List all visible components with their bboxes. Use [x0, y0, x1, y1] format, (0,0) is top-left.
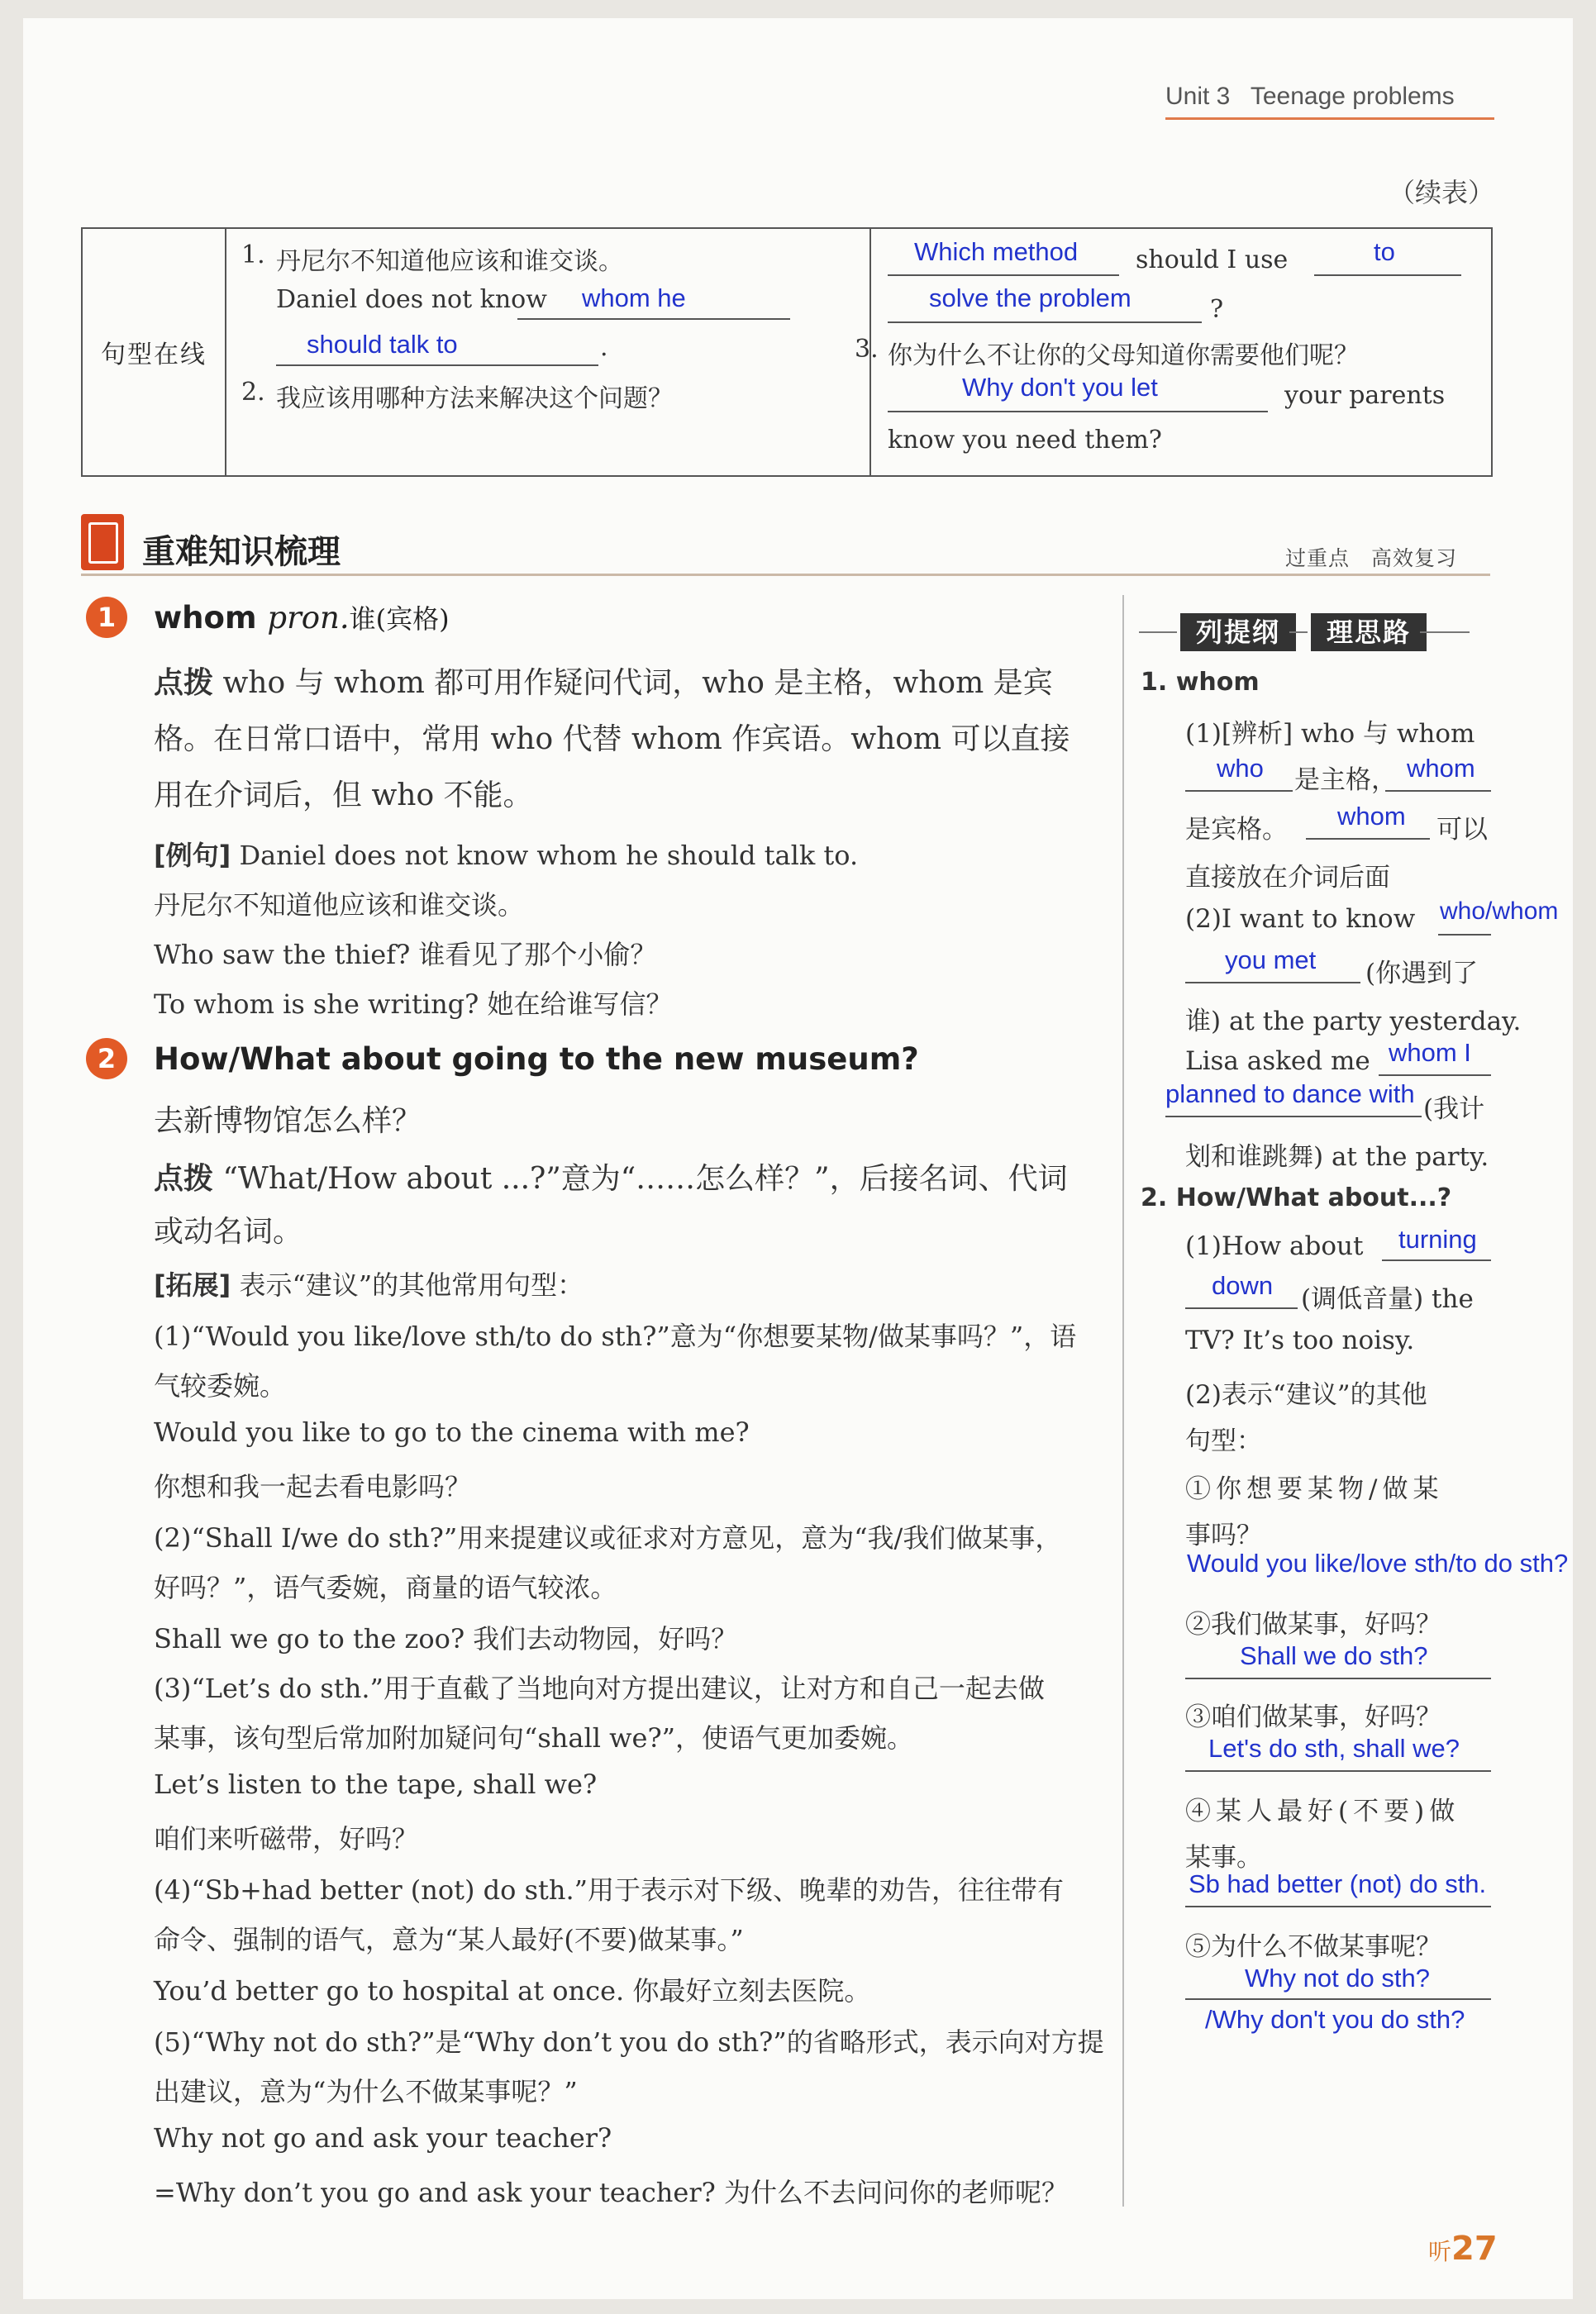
sidebar-heading-char: 理 — [1326, 617, 1355, 648]
sidebar-option1: ①你想要某物/做某 — [1185, 1474, 1444, 1504]
pattern3-line1: (3)“Let’s do sth.”用于直截了当地向对方提出建议，让对方和自己一起去做 — [154, 1673, 1045, 1704]
sidebar-blank — [1379, 1074, 1491, 1076]
sidebar-option4b: 某事。 — [1185, 1843, 1262, 1873]
sidebar-item1-a: (1)[辨析] who 与 whom — [1185, 719, 1475, 749]
pattern3-line2: 某事，该句型后常加附加疑问句“shall we?”，使语气更加委婉。 — [154, 1722, 913, 1754]
sidebar-item2-e: 句型： — [1185, 1426, 1262, 1456]
sidebar-answer-whom-i: whom I — [1389, 1038, 1471, 1067]
pattern5-line2: 出建议，意为“为什么不做某事呢？” — [154, 2076, 578, 2107]
sidebar-answer-whom2: whom — [1337, 802, 1406, 831]
sidebar-answer-who: who — [1217, 754, 1264, 783]
sidebar-answer-planned: planned to dance with — [1165, 1079, 1415, 1108]
sidebar-answer-option5b: /Why don't you do sth? — [1205, 2005, 1465, 2034]
pattern4-line1: (4)“Sb+had better (not) do sth.”用于表示对下级、晚辈的劝告，往往带有 — [154, 1874, 1065, 1906]
sidebar-blank — [1165, 1116, 1422, 1117]
sidebar-blank — [1185, 790, 1293, 792]
item3-end: know you need them? — [888, 426, 1162, 455]
item1-blank2 — [276, 364, 598, 366]
section-title: 重难知识梳理 — [142, 533, 341, 571]
sidebar-heading-part2 — [1311, 613, 1427, 651]
sidebar-blank — [1382, 1259, 1491, 1261]
point1-tip-line2: 格。在日常口语中，常用 who 代替 whom 作宾语。whom 可以直接 — [154, 722, 1070, 756]
item3-num: 3. — [855, 335, 879, 364]
page-number-label: 听 — [1428, 2238, 1452, 2265]
pattern1-example-cn: 你想和我一起去看电影吗？ — [154, 1471, 472, 1502]
sidebar-divider — [1122, 595, 1124, 2207]
unit-header — [1165, 83, 1455, 111]
point1-word: whom — [154, 600, 257, 636]
item1-answer2: should talk to — [307, 330, 458, 359]
item3-chinese: 你为什么不让你的父母知道你需要他们呢？ — [888, 341, 1359, 370]
point1-number-badge: 1 — [86, 597, 127, 638]
sidebar-heading-part1 — [1180, 613, 1296, 651]
point2-tip-line1 — [154, 1155, 1068, 1197]
sidebar-answer-option4: Sb had better (not) do sth. — [1189, 1869, 1487, 1898]
section-icon — [81, 514, 124, 570]
point1-tip-line1 — [154, 659, 1053, 702]
sidebar-blank — [1185, 982, 1360, 983]
sidebar-heading-char: 路 — [1383, 617, 1412, 648]
header-underline — [1165, 117, 1494, 120]
sidebar-item1-title: 1. whom — [1141, 668, 1260, 697]
sidebar-item1-f: (2)I want to know — [1185, 904, 1416, 934]
sidebar-item2-b: (调低音量) the — [1301, 1284, 1474, 1314]
sidebar-option4: ④某人最好(不要)做 — [1185, 1797, 1460, 1826]
pattern4-example: You’d better go to hospital at once. 你最好立刻去医院。 — [154, 1975, 871, 2007]
sidebar-heading-char: 列 — [1195, 617, 1224, 648]
sidebar-option1b: 事吗？ — [1185, 1521, 1262, 1550]
point2-tip-text1: “What/How about ...?”意为“……怎么样？”，后接名词、代词 — [222, 1162, 1068, 1196]
section-rule — [81, 574, 1490, 576]
item1-end: . — [600, 333, 608, 362]
item3-middle: your parents — [1284, 381, 1446, 410]
sidebar-item1-g: (你遇到了 — [1365, 959, 1479, 988]
point2-tip-line2: 或动名词。 — [154, 1215, 303, 1249]
point1-example3: To whom is she writing? 她在给谁写信？ — [154, 988, 673, 1020]
pattern2-line2: 好吗？”，语气委婉，商量的语气较浓。 — [154, 1572, 617, 1603]
sidebar-heading-char: 思 — [1354, 617, 1383, 648]
sidebar-heading-rule-right — [1420, 631, 1470, 633]
sidebar-blank — [1185, 1998, 1491, 2000]
sidebar-item1-j: (我计 — [1423, 1094, 1485, 1124]
sidebar-item1-c: 是宾格。 — [1185, 815, 1288, 845]
item1-english: Daniel does not know — [276, 285, 547, 314]
sidebar-blank — [1185, 1770, 1491, 1772]
item2-answer3: solve the problem — [929, 283, 1131, 312]
sidebar-item2-c: TV? It’s too noisy. — [1185, 1326, 1415, 1355]
point1-example-label: [例句] — [154, 840, 231, 871]
item1-chinese: 丹尼尔不知道他应该和谁交谈。 — [276, 247, 623, 276]
sidebar-answer-whom: whom — [1407, 754, 1475, 783]
unit-title: Teenage problems — [1250, 83, 1455, 110]
pattern4-line2: 命令、强制的语气，意为“某人最好(不要)做某事。” — [154, 1924, 744, 1955]
point2-extension — [154, 1264, 584, 1302]
point2-chinese: 去新博物馆怎么样？ — [154, 1104, 422, 1138]
item2-chinese: 我应该用哪种方法来解决这个问题？ — [276, 384, 673, 413]
pattern3-example-cn: 咱们来听磁带，好吗？ — [154, 1823, 419, 1855]
point2-heading: How/What about going to the new museum? — [154, 1041, 919, 1077]
point2-number-badge: 2 — [86, 1038, 127, 1079]
page-number-value: 27 — [1451, 2230, 1498, 2268]
page-number — [1428, 2230, 1498, 2268]
point1-example1-text: Daniel does not know whom he should talk to. — [239, 840, 859, 871]
sidebar-heading-rule-mid — [1289, 631, 1308, 633]
sidebar-item1-e: 直接放在介词后面 — [1185, 863, 1390, 893]
item3-answer: Why don't you let — [962, 373, 1158, 402]
sidebar-blank — [1306, 838, 1430, 840]
sidebar-answer-you-met: you met — [1225, 945, 1317, 974]
pattern1-line2: 气较委婉。 — [154, 1370, 287, 1402]
pattern5-line1: (5)“Why not do sth?”是“Why don’t you do sth?”的省略形式，表示向对方提 — [154, 2026, 1104, 2058]
sidebar-item2-a: (1)How about — [1185, 1231, 1364, 1261]
point1-gloss: 谁(宾格) — [349, 603, 450, 635]
point1-example2: Who saw the thief? 谁看见了那个小偷？ — [154, 939, 657, 970]
item3-blank — [888, 411, 1268, 412]
sidebar-answer-option2: Shall we do sth? — [1240, 1641, 1428, 1670]
item2-blank3 — [888, 321, 1202, 323]
item1-blank1 — [517, 318, 790, 320]
table-lead-label: 句型在线 — [82, 228, 226, 476]
sidebar-blank — [1185, 1307, 1298, 1309]
sidebar-answer-option1: Would you like/love sth/to do sth? — [1187, 1549, 1569, 1578]
item2-answer2: to — [1374, 237, 1395, 266]
sentence-table — [81, 227, 1493, 477]
item2-blank1 — [888, 274, 1119, 276]
sidebar-option3: ③咱们做某事，好吗？ — [1185, 1702, 1441, 1732]
sidebar-item2-title: 2. How/What about...? — [1141, 1183, 1452, 1212]
pattern1-example: Would you like to go to the cinema with me? — [154, 1416, 750, 1448]
sidebar-answer-turning: turning — [1398, 1225, 1477, 1254]
pattern5-example2: =Why don’t you go and ask your teacher? 为什么不去问问你的老师呢？ — [154, 2177, 1068, 2208]
point1-heading — [154, 598, 450, 636]
point1-tip-label: 点拨 — [154, 666, 214, 700]
sidebar-item1-b: 是主格， — [1294, 765, 1397, 795]
item2-middle: should I use — [1136, 245, 1289, 274]
table-left-cell — [226, 228, 870, 476]
section-subtitle: 过重点 高效复习 — [1285, 546, 1458, 570]
sidebar-blank — [1185, 1906, 1491, 1907]
item1-answer1: whom he — [582, 283, 686, 312]
point1-example1-cn: 丹尼尔不知道他应该和谁交谈。 — [154, 889, 525, 921]
unit-label: Unit 3 — [1165, 83, 1231, 110]
sidebar-heading-rule-left — [1139, 631, 1177, 633]
point2-extension-label: [拓展] — [154, 1269, 231, 1301]
continued-label: （续表） — [1389, 177, 1495, 208]
sidebar-answer-option5a: Why not do sth? — [1245, 1964, 1431, 1993]
pattern3-example: Let’s listen to the tape, shall we? — [154, 1769, 598, 1800]
point1-example1 — [154, 835, 858, 873]
sidebar-item1-i: Lisa asked me — [1185, 1046, 1370, 1076]
sidebar-answer-who-whom: who/whom — [1440, 898, 1559, 925]
sidebar-item1-d: 可以 — [1436, 815, 1488, 845]
item1-num: 1. — [241, 240, 265, 269]
item2-num: 2. — [241, 378, 265, 407]
item2-end: ? — [1210, 295, 1224, 324]
sidebar-heading-char: 提 — [1223, 617, 1252, 648]
sidebar-item1-k: 划和谁跳舞) at the party. — [1185, 1142, 1489, 1172]
sidebar-heading-char: 纲 — [1252, 617, 1281, 648]
sidebar-option5: ⑤为什么不做某事呢？ — [1185, 1932, 1441, 1962]
sidebar-item1-h: 谁) at the party yesterday. — [1185, 1007, 1522, 1036]
item2-answer1: Which method — [914, 237, 1079, 266]
sidebar-item2-d: (2)表示“建议”的其他 — [1185, 1380, 1427, 1410]
sidebar-blank — [1385, 790, 1491, 792]
point2-extension-text: 表示“建议”的其他常用句型： — [239, 1269, 584, 1301]
sidebar-blank — [1185, 1678, 1491, 1679]
pattern5-example: Why not go and ask your teacher? — [154, 2122, 612, 2154]
pattern1-line1: (1)“Would you like/love sth/to do sth?”意为“你想要某物/做某事吗？”，语 — [154, 1321, 1077, 1352]
sidebar-blank — [1438, 934, 1491, 936]
pattern2-line1: (2)“Shall I/we do sth?”用来提建议或征求对方意见，意为“我/我们做某事， — [154, 1522, 1062, 1554]
sidebar-answer-option3: Let's do sth, shall we? — [1208, 1734, 1460, 1763]
point1-tip-line3: 用在介词后，但 who 不能。 — [154, 778, 533, 812]
sidebar-heading — [1139, 613, 1486, 653]
sidebar-answer-down: down — [1212, 1271, 1274, 1300]
item2-blank2 — [1314, 274, 1461, 276]
point2-tip-label: 点拨 — [154, 1162, 214, 1196]
sidebar-option2: ②我们做某事，好吗？ — [1185, 1610, 1441, 1640]
pattern2-example: Shall we go to the zoo? 我们去动物园，好吗？ — [154, 1623, 738, 1655]
point1-pos: pron. — [267, 600, 350, 636]
point1-tip-text1: who 与 whom 都可用作疑问代词，who 是主格，whom 是宾 — [222, 666, 1053, 700]
table-right-cell — [855, 228, 1492, 476]
